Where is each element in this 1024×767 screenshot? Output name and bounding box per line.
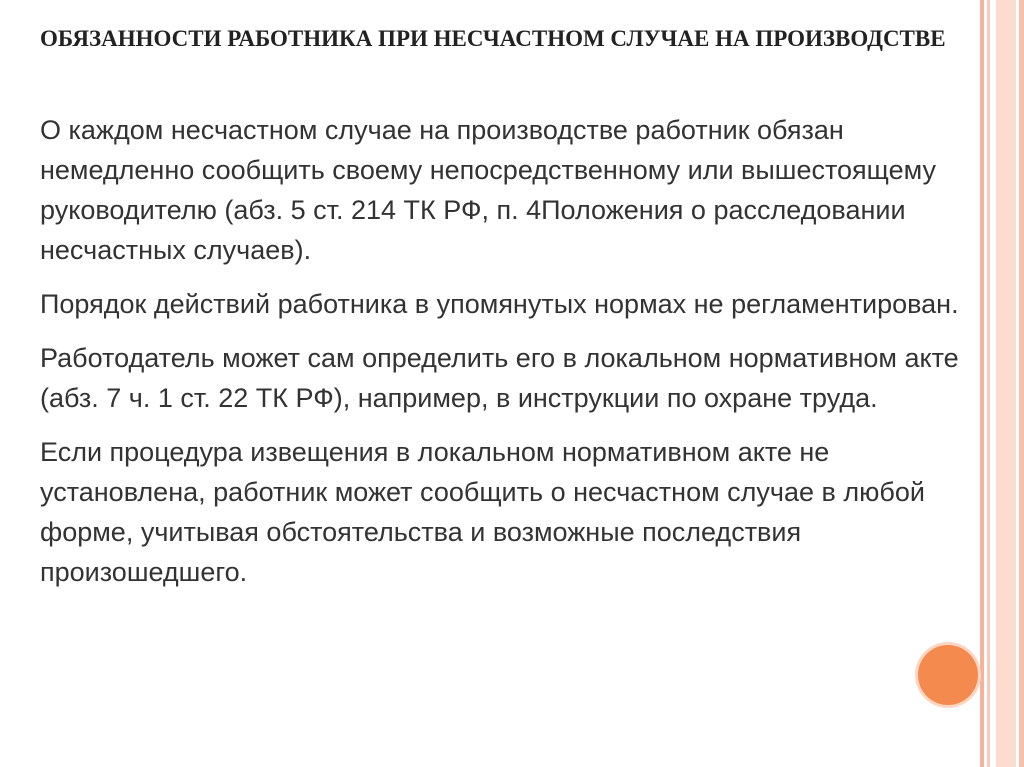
border-stripe xyxy=(980,0,984,767)
slide-title: ОБЯЗАННОСТИ РАБОТНИКА ПРИ НЕСЧАСТНОМ СЛУЧАЕ НА ПРОИЗВОДСТВЕ xyxy=(40,26,946,51)
paragraph-employer-local-act: Работодатель может сам определить его в локальном нормативном акте (абз. 7 ч. 1 ст. 22 ТК РФ), например, в инструкции по охране труда. xyxy=(40,343,959,413)
slide-body xyxy=(40,110,975,606)
border-stripe xyxy=(1019,0,1024,767)
decorative-circle xyxy=(918,645,978,705)
border-stripe xyxy=(996,0,1016,767)
paragraph-report-obligation: О каждом несчастном случае на производстве работник обязан немедленно сообщить своему непосредственному или вышестоящему руководителю (абз. 5 ст. 214 ТК РФ, п. 4Положения о расследовании несчастных случаев). xyxy=(40,115,936,265)
border-stripe xyxy=(987,0,990,767)
paragraph-any-form-notice: Если процедура извещения в локальном нормативном акте не установлена, работник может сообщить о несчастном случае в любой форме, учитывая обстоятельства и возможные последствия произошедшего. xyxy=(40,437,925,587)
paragraph-procedure-not-regulated: Порядок действий работника в упомянутых нормах не регламентирован. xyxy=(40,289,959,319)
